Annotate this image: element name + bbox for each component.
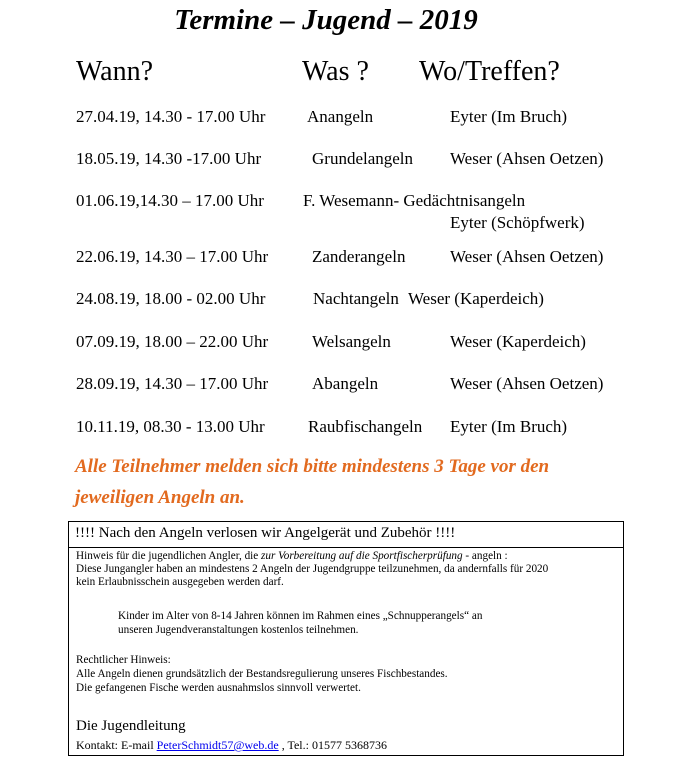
event-name: Zanderangeln — [312, 247, 406, 266]
event-place: Weser (Ahsen Oetzen) — [450, 374, 604, 393]
event-place: Weser (Kaperdeich) — [408, 289, 544, 308]
event-place: Weser (Ahsen Oetzen) — [450, 247, 604, 266]
legal-line-2: Die gefangenen Fische werden ausnahmslos sinnvoll verwertet. — [76, 682, 361, 694]
raffle-banner — [69, 522, 623, 548]
event-name: Raubfischangeln — [308, 417, 423, 436]
kids-info-line-1: Kinder im Alter von 8-14 Jahren können im Rahmen eines „Schnupperangels“ an — [118, 610, 483, 622]
event-place: Eyter (Schöpfwerk) — [450, 213, 585, 232]
page-title: Termine – Jugend – 2019 — [174, 4, 478, 36]
event-date: 18.05.19, 14.30 -17.00 Uhr — [76, 149, 262, 168]
event-name: Welsangeln — [312, 332, 391, 351]
exam-hint-suffix: - angeln : — [462, 550, 508, 562]
event-date: 27.04.19, 14.30 - 17.00 Uhr — [76, 107, 266, 126]
event-name: Abangeln — [312, 374, 379, 393]
event-place: Eyter (Im Bruch) — [450, 417, 568, 436]
event-date: 07.09.19, 18.00 – 22.00 Uhr — [76, 332, 269, 351]
exam-hint-line-3: kein Erlaubnisschein ausgegeben werden darf. — [76, 576, 284, 588]
exam-hint-line-2: Diese Jungangler haben an mindestens 2 Angeln der Jugendgruppe teilzunehmen, da andernfalls für 2020 — [76, 563, 549, 575]
event-place: Weser (Ahsen Oetzen) — [450, 149, 604, 168]
legal-line-1: Alle Angeln dienen grundsätzlich der Bestandsregulierung unseres Fischbestandes. — [76, 668, 448, 680]
event-name: Nachtangeln — [313, 289, 399, 308]
event-date: 01.06.19,14.30 – 17.00 Uhr — [76, 191, 264, 210]
registration-notice-line-2: jeweiligen Angeln an. — [75, 487, 245, 508]
event-name: F. Wesemann- Gedächtnisangeln — [303, 191, 526, 210]
column-header-where: Wo/Treffen? — [419, 56, 560, 87]
email-link[interactable]: PeterSchmidt57@web.de — [156, 738, 279, 752]
raffle-text: !!!! Nach den Angeln verlosen wir Angelgerät und Zubehör !!!! — [75, 525, 456, 541]
legal-title: Rechtlicher Hinweis: — [76, 654, 171, 666]
registration-notice-line-1: Alle Teilnehmer melden sich bitte mindestens 3 Tage vor den — [75, 456, 550, 477]
signature: Die Jugendleitung — [76, 718, 186, 734]
contact-prefix: Kontakt: E-mail — [76, 738, 157, 752]
event-date: 24.08.19, 18.00 - 02.00 Uhr — [76, 289, 266, 308]
info-box — [68, 521, 624, 756]
event-name: Anangeln — [307, 107, 374, 126]
event-place: Eyter (Im Bruch) — [450, 107, 568, 126]
exam-hint-prefix: Hinweis für die jugendlichen Angler, die — [76, 550, 262, 562]
exam-hint-line-1 — [76, 550, 508, 563]
exam-hint-emphasis: zur Vorbereitung auf die Sportfischerprüfung — [261, 550, 463, 562]
event-date: 22.06.19, 14.30 – 17.00 Uhr — [76, 247, 269, 266]
kids-info-line-2: unseren Jugendveranstaltungen kostenlos teilnehmen. — [118, 624, 359, 636]
event-place: Weser (Kaperdeich) — [450, 332, 586, 351]
column-header-what: Was ? — [302, 56, 369, 87]
event-name: Grundelangeln — [312, 149, 414, 168]
contact-line — [76, 738, 387, 753]
column-header-when: Wann? — [76, 56, 154, 87]
event-date: 10.11.19, 08.30 - 13.00 Uhr — [76, 417, 265, 436]
contact-phone: , Tel.: 01577 5368736 — [278, 738, 387, 752]
event-date: 28.09.19, 14.30 – 17.00 Uhr — [76, 374, 269, 393]
